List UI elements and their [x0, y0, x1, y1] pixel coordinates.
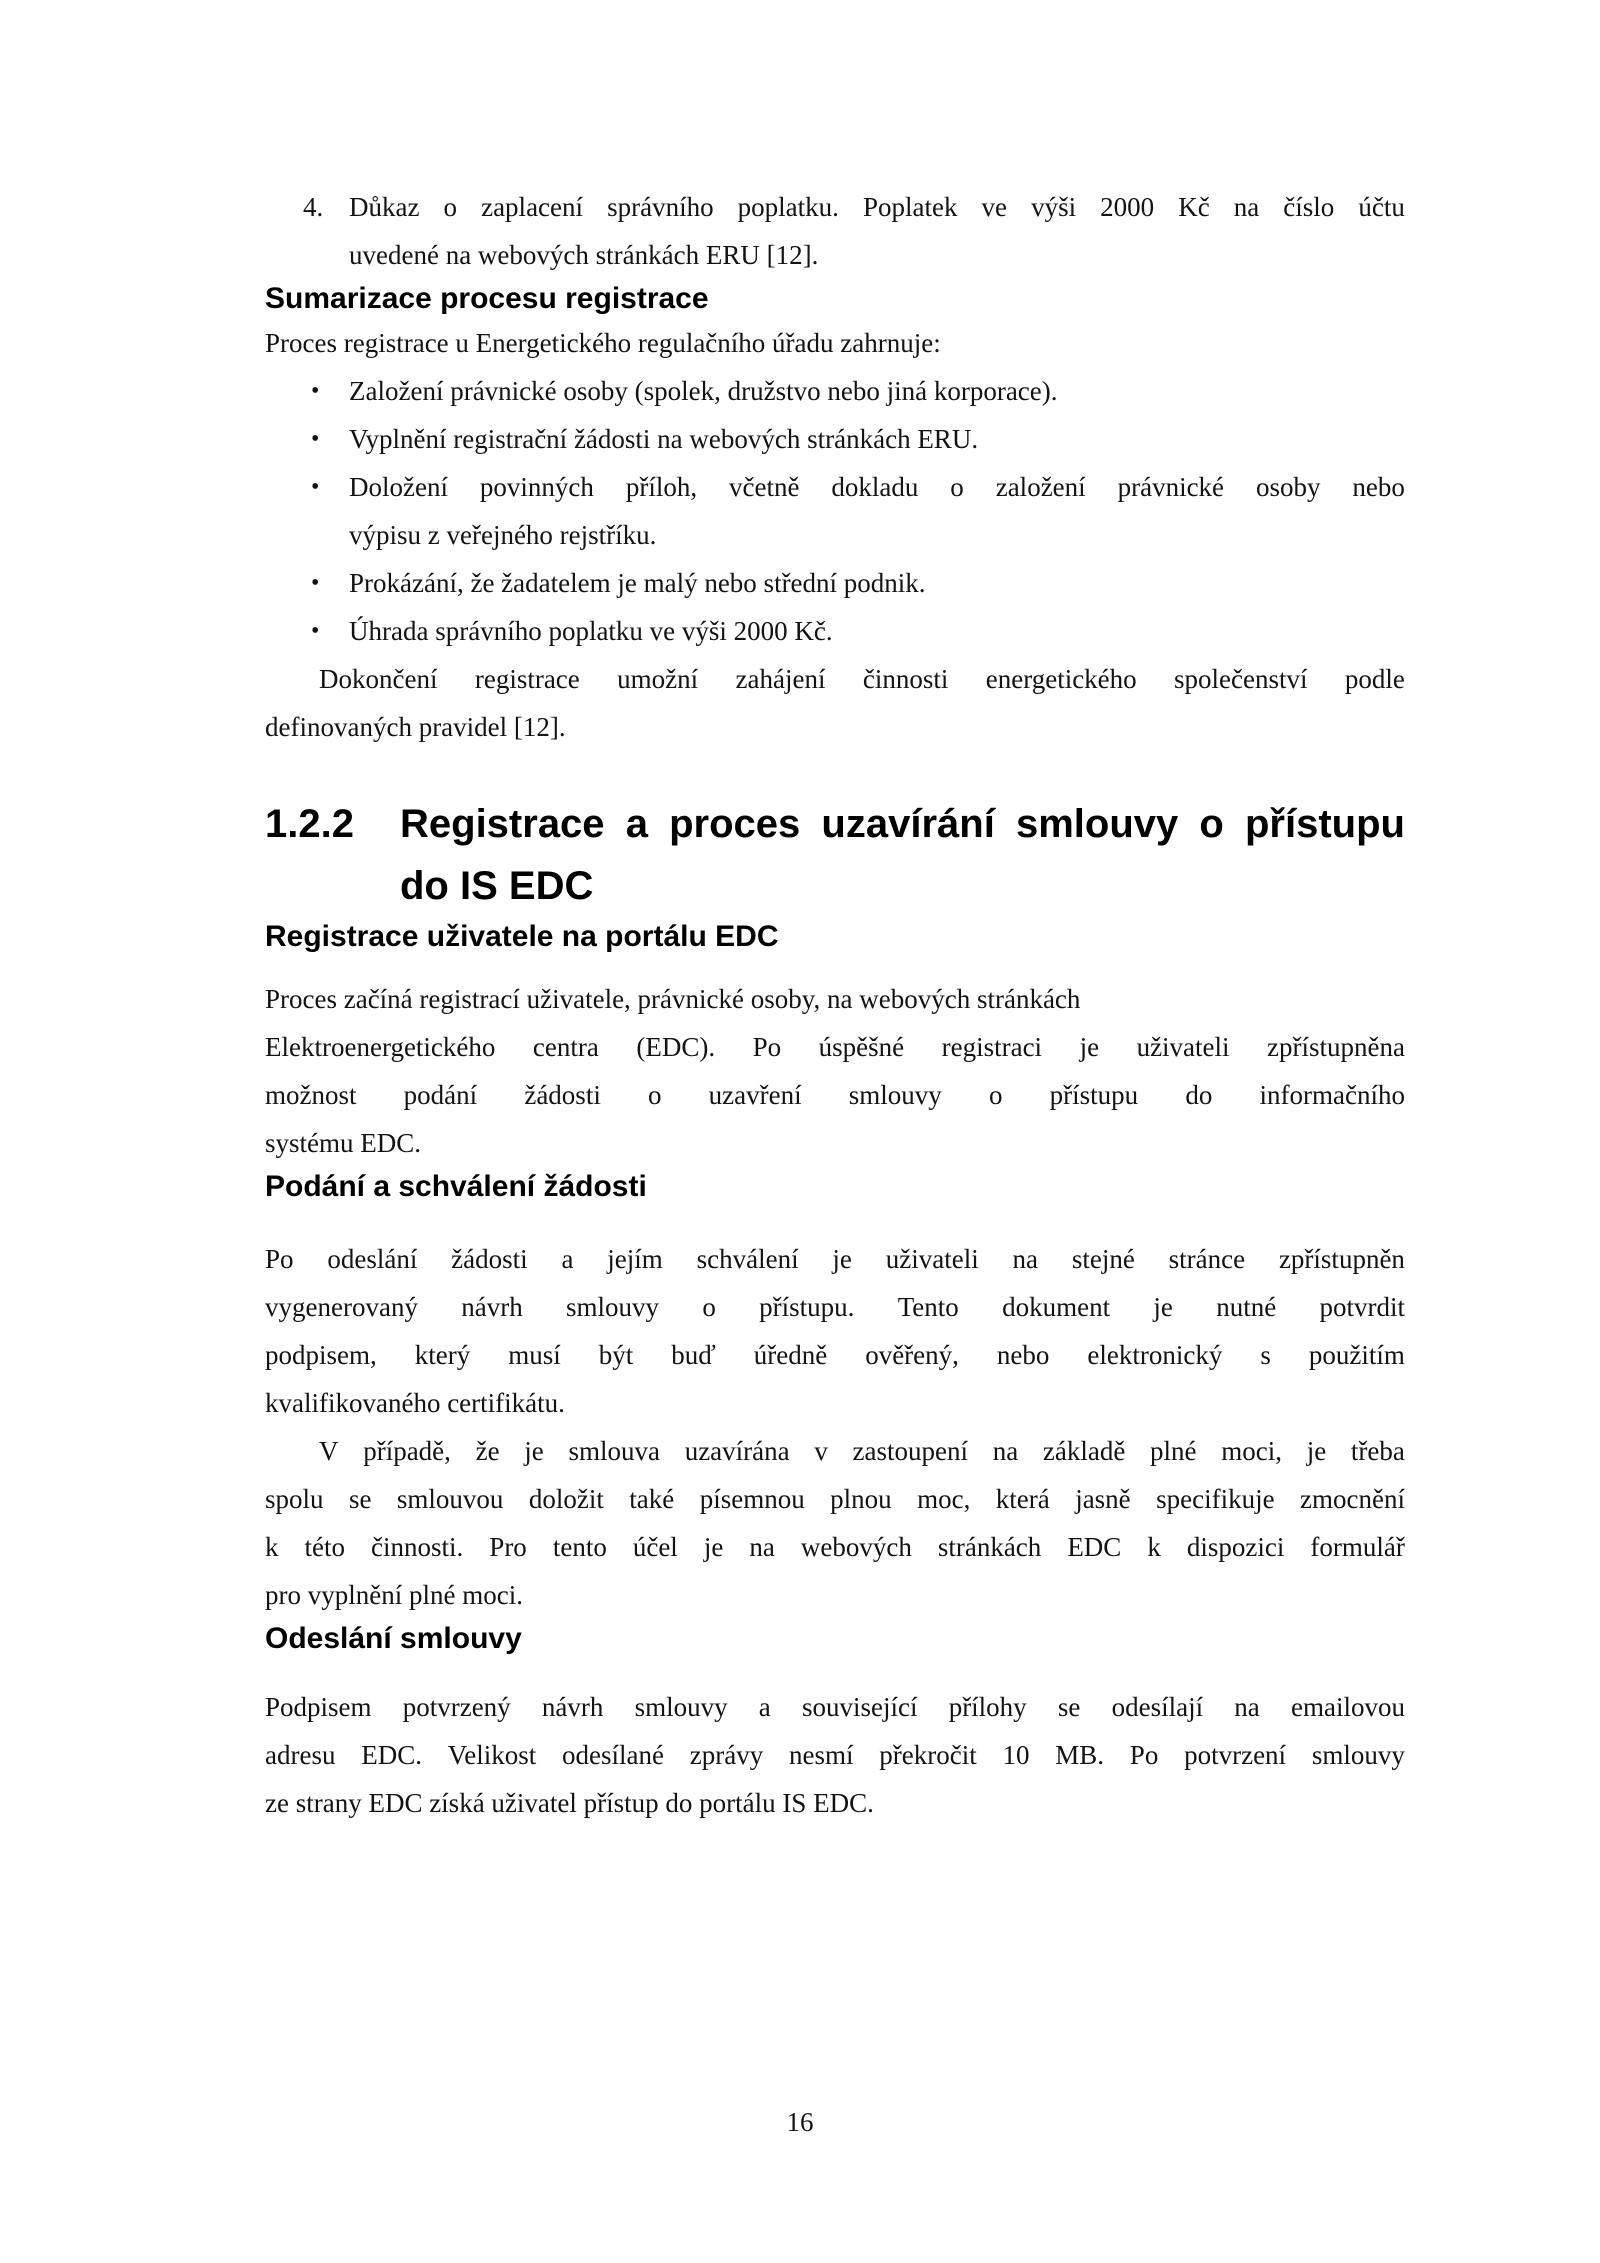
paragraph-contract-sending — [265, 1683, 1405, 1827]
text-line: adresu EDC. Velikost odesílané zprávy nesmí překročit 10 MB. Po potvrzení smlouvy — [265, 1740, 1405, 1770]
text-line: Registrace a proces uzavírání smlouvy o přístupu — [400, 802, 1405, 846]
text-line: vygenerovaný návrh smlouvy o přístupu. Tento dokument je nutné potvrdit — [265, 1292, 1405, 1322]
text-line: definovaných pravidel [12]. — [265, 712, 566, 742]
subsection-heading-sumarizace: Sumarizace procesu registrace — [265, 282, 709, 315]
bullet-item — [265, 559, 1405, 607]
text-line: Proces začíná registrací uživatele, právnické osoby, na webových stránkách — [265, 984, 1081, 1014]
text-line: Podpisem potvrzený návrh smlouvy a související přílohy se odesílají na emailovou — [265, 1692, 1405, 1722]
text-line: V případě, že je smlouva uzavírána v zastoupení na základě plné moci, je třeba — [319, 1436, 1405, 1466]
subsection-heading-registrace-uzivatele: Registrace uživatele na portálu EDC — [265, 920, 779, 953]
text-line: výpisu z veřejného rejstříku. — [349, 520, 657, 550]
section-number: 1.2.2 — [265, 802, 354, 846]
bullet-icon: • — [311, 618, 320, 644]
paragraph-registration — [265, 975, 1405, 1167]
subsection-heading-odeslani: Odeslání smlouvy — [265, 1622, 522, 1655]
bullet-item — [265, 415, 1405, 463]
list-item-number: 4. — [303, 192, 324, 222]
text-line: k této činnosti. Pro tento účel je na webových stránkách EDC k dispozici formulář — [265, 1532, 1405, 1562]
bullet-icon: • — [311, 570, 320, 596]
bullet-item — [265, 607, 1405, 655]
text-line: Proces registrace u Energetického regulačního úřadu zahrnuje: — [265, 328, 941, 358]
text-line: Dokončení registrace umožní zahájení činnosti energetického společenství podle — [319, 664, 1405, 694]
text-line: Založení právnické osoby (spolek, družstvo nebo jiná korporace). — [349, 376, 1058, 406]
text-line: ze strany EDC získá uživatel přístup do portálu IS EDC. — [265, 1788, 874, 1818]
bullet-list — [265, 367, 1405, 655]
text-line: do IS EDC — [400, 864, 594, 908]
text-line: podpisem, který musí být buď úředně ověřený, nebo elektronický s použitím — [265, 1340, 1405, 1370]
text-line: Vyplnění registrační žádosti na webových stránkách ERU. — [349, 424, 979, 454]
text-line: pro vyplnění plné moci. — [265, 1580, 523, 1610]
bullet-icon: • — [311, 474, 320, 500]
text-line: kvalifikovaného certifikátu. — [265, 1388, 565, 1418]
text-line: Doložení povinných příloh, včetně dokladu o založení právnické osoby nebo — [349, 472, 1405, 502]
text-line: Úhrada správního poplatku ve výši 2000 Kč. — [349, 616, 833, 646]
numbered-list-item-4 — [265, 183, 1405, 279]
bullet-item — [265, 463, 1405, 559]
page-number: 16 — [786, 2107, 814, 2137]
page-content — [265, 0, 1405, 1827]
text-line: uvedené na webových stránkách ERU [12]. — [349, 240, 819, 270]
paragraph-application-2 — [265, 1427, 1405, 1619]
subsection-heading-podani: Podání a schválení žádosti — [265, 1170, 647, 1203]
text-line: Důkaz o zaplacení správního poplatku. Poplatek ve výši 2000 Kč na číslo účtu — [349, 192, 1405, 222]
text-line: systému EDC. — [265, 1128, 422, 1158]
bullet-icon: • — [311, 378, 320, 404]
text-line: Prokázání, že žadatelem je malý nebo střední podnik. — [349, 568, 926, 598]
text-line: Po odeslání žádosti a jejím schválení je uživateli na stejné stránce zpřístupněn — [265, 1244, 1405, 1274]
bullet-item — [265, 367, 1405, 415]
text-line: možnost podání žádosti o uzavření smlouvy o přístupu do informačního — [265, 1080, 1405, 1110]
section-title — [400, 793, 1405, 917]
text-line: Elektroenergetického centra (EDC). Po úspěšné registraci je uživateli zpřístupněna — [265, 1032, 1405, 1062]
paragraph-application-1 — [265, 1235, 1405, 1427]
paragraph-summary-closing — [265, 655, 1405, 751]
paragraph-summary-intro — [265, 319, 1405, 367]
bullet-icon: • — [311, 426, 320, 452]
section-heading-1-2-2 — [265, 793, 1405, 917]
text-line: spolu se smlouvou doložit také písemnou plnou moc, která jasně specifikuje zmocnění — [265, 1484, 1405, 1514]
